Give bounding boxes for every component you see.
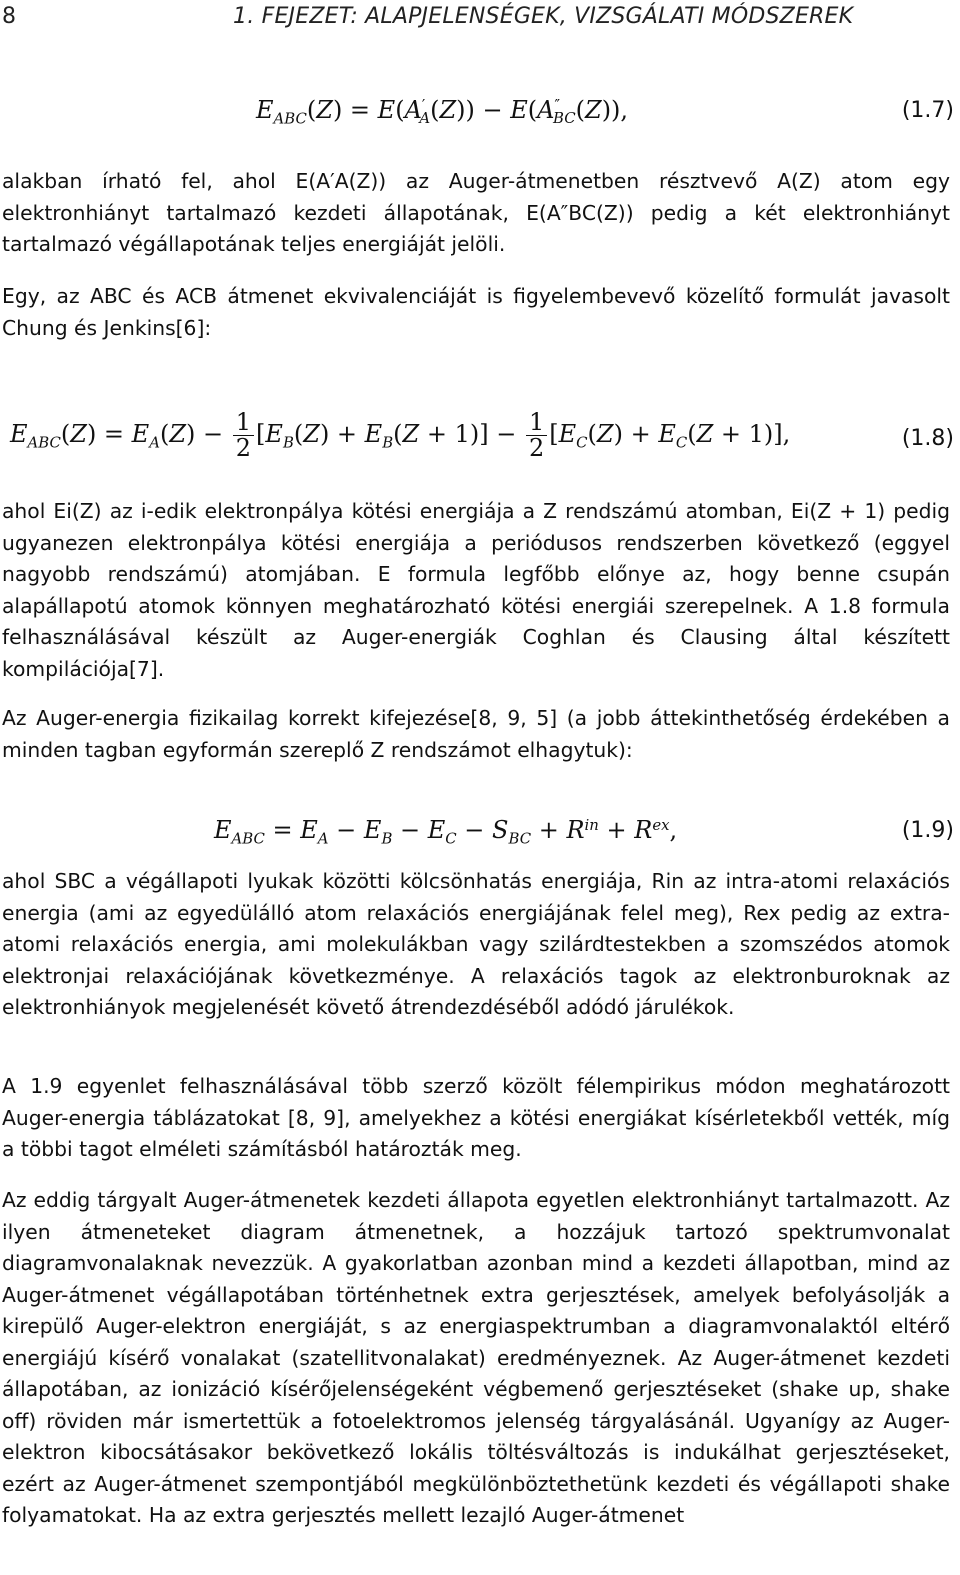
paragraph-1: alakban írható fel, ahol E(A′A(Z)) az Auger-átmenetben résztvevő A(Z) atom egy elektronhiányt tartalmazó kezdeti állapotának, E(A″BC(Z)) pedig a két elektronhiányt tartalmazó végállapotának teljes energiáját jelöli. xyxy=(2,169,950,256)
paragraph-3: ahol Ei(Z) az i-edik elektronpálya kötési energiája a Z rendszámú atomban, Ei(Z + 1) pedig ugyanezen elektronpálya kötési energiája a periódusos rendszerben következő (eggyel nagyobb rendszámú) atomjában. E formula legfőbb előnye az, hogy benne csupán alapállapotú atomok könnyen meghatározható kötési energiái szerepelnek. A 1.8 formula felhasználásával készült az Auger-energiák Coghlan és Clausing által készített kompilációja[7]. xyxy=(2,499,950,681)
paragraph-5: ahol SBC a végállapoti lyukak közötti kölcsönhatás energiája, Rin az intra-atomi relaxációs energia (ami az egyedülálló atom relaxációs energiájának felel meg), Rex pedig az extra-atomi relaxációs energia, ami molekulákban vagy szilárdtestekben a szomszédos atomok elektronjai relaxációjának következménye. A relaxációs tagok az elektronburoknak az elektronhiányok megjelenését követő átrendezdéséből adódó járulékok. xyxy=(2,869,950,1019)
equation-1-9-formula: $E_{ABC} = E_A - E_B - E_C - S_{BC} + R^{in} + R^{ex}$, xyxy=(214,816,678,848)
equation-1-7 xyxy=(0,88,960,148)
equation-number: (1.8) xyxy=(901,426,954,451)
chapter-title: 1. FEJEZET: ALAPJELENSÉGEK, VIZSGÁLATI MÓDSZEREK xyxy=(233,4,854,29)
equation-number: (1.9) xyxy=(901,818,954,843)
paragraph-7: Az eddig tárgyalt Auger-átmenetek kezdeti állapota egyetlen elektronhiányt tartalmazott. Az ilyen átmeneteket diagram átmenetnek, a hozzájuk tartozó spektrumvonalat diagramvonalaknak nevezzük. A gyakorlatban azonban mind a kezdeti állapotban, mind az Auger-átmenet végállapotában történhetnek extra gerjesztések, amelyek befolyásolják a kirepülő Auger-elektron energiáját, s az energiaspektrumban a diagramvonalaktól eltérő energiájú kísérő vonalakat (szatellitvonalakat) eredményeznek. Az Auger-átmenet kezdeti állapotában, az ionizáció kísérőjelenségeként végbemenő gerjesztéseket (shake up, shake off) röviden már ismertettük a fotoelektromos jelenség tárgyalásánál. Ugyanígy az Auger-elektron kibocsátásakor bekövetkező lokális töltésváltozás is indukálhat gerjesztéseket, ezért az Auger-átmenet szempontjából megkülönböztethetünk kezdeti és végállapoti shake folyamatokat. Ha az extra gerjesztés mellett lezajló Auger-átmenet xyxy=(2,1188,950,1527)
paragraph-2: Egy, az ABC és ACB átmenet ekvivalenciáját is figyelembevevő közelítő formulát javasolt Chung és Jenkins[6]: xyxy=(2,284,950,340)
page-number: 8 xyxy=(2,4,16,29)
paragraph-6: A 1.9 egyenlet felhasználásával több szerző közölt félempirikus módon meghatározott Auger-energia táblázatokat [8, 9], amelyekhez a kötési energiákat kísérletekből vették, míg a többi tagot elméleti számításból határozták meg. xyxy=(2,1074,950,1161)
equation-1-8-formula: $E_{ABC}(Z) = E_A(Z)$ − $\frac{1}{2}$ $[E_B(Z) + E_B(Z + 1)]$ − $\frac{1}{2}$ $[E_C(Z) + E_C(Z + 1)]$, xyxy=(10,408,791,463)
running-header xyxy=(0,4,960,34)
equation-1-7-formula: $E_{ABC}(Z) = E(A'_A(Z)) - E(A''_{BC}(Z))$, xyxy=(256,96,629,128)
equation-number: (1.7) xyxy=(901,98,954,123)
equation-1-9 xyxy=(0,808,960,868)
equation-1-8 xyxy=(0,410,960,480)
paragraph-4: Az Auger-energia fizikailag korrekt kifejezése[8, 9, 5] (a jobb áttekinthetőség érdekében a minden tagban egyformán szereplő Z rendszámot elhagytuk): xyxy=(2,706,950,762)
